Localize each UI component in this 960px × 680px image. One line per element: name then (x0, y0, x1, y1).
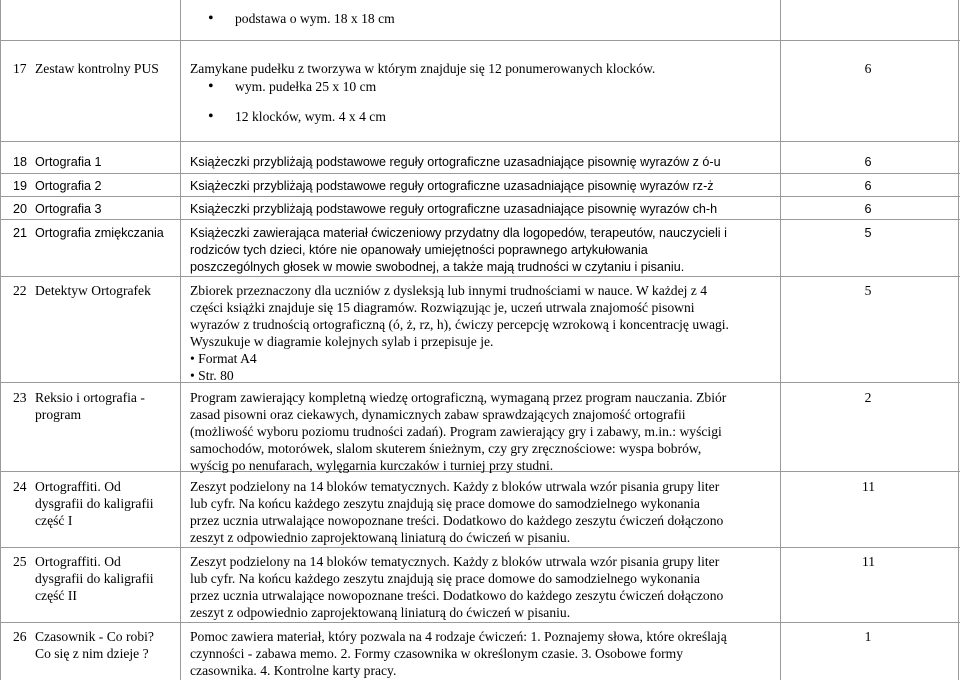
item-description (190, 478, 770, 546)
description-line: części książki znajduje się 15 diagramów. Rozwiązując je, uczeń utrwala znajomość pisowni (190, 300, 695, 315)
item-name (35, 478, 154, 529)
item-description: Książeczki przybliżają podstawowe reguły ortograficzne uzasadniające pisownię wyrazów z ó-u (190, 155, 721, 169)
row-divider (0, 40, 960, 41)
description-line: przez ucznia utrwalające nowopoznane treści. Dodatkowo do każdego zeszytu ćwiczeń dołączono (190, 588, 724, 603)
row-divider (0, 141, 960, 142)
item-name (35, 628, 154, 662)
item-quantity: 6 (864, 202, 872, 216)
table-border-left (0, 0, 1, 680)
name-line: część II (35, 588, 77, 603)
item-name: Detektyw Ortografek (35, 283, 151, 298)
row-divider (0, 196, 960, 197)
name-line: Co się z nim dzieje ? (35, 646, 149, 661)
description-line: zasad pisowni oraz ciekawych, dynamicznych zabaw sprawdzających znajomość ortografii (190, 407, 686, 422)
row-number: 21 (13, 226, 28, 240)
description-line: czynności - zabawa memo. 2. Formy czasownika w określonym czasie. 3. Osobowe formy (190, 646, 684, 661)
description-line: Książeczki zawierająca materiał ćwiczeniowy przydatny dla logopedów, terapeutów, nauczycieli i (190, 226, 727, 240)
row-number: 25 (13, 554, 27, 569)
column-divider-1 (180, 0, 181, 680)
item-quantity: 5 (864, 226, 872, 240)
row-divider (0, 547, 960, 548)
bullet-item: • 12 klocków, wym. 4 x 4 cm (235, 108, 386, 125)
item-name: Ortografia 3 (35, 202, 102, 216)
bullet-item: • wym. pudełka 25 x 10 cm (235, 78, 376, 95)
row-divider (0, 219, 960, 220)
item-description: Książeczki przybliżają podstawowe reguły ortograficzne uzasadniające pisownię wyrazów rz-ż (190, 179, 714, 193)
table-border-right (958, 0, 959, 680)
description-line: samochodów, motorówek, slalom skuterem śnieżnym, czy gry zręcznościowe: wyspa bobrów, (190, 441, 702, 456)
item-description (190, 553, 770, 621)
description-line: rodziców tych dzieci, które nie opanowały umiejętności poprawnego artykułowania (190, 243, 648, 257)
row-number: 26 (13, 629, 27, 644)
row-number: 24 (13, 479, 27, 494)
name-line: program (35, 407, 82, 422)
sub-bullet-text: Format A4 (198, 351, 257, 366)
description-line: Zeszyt podzielony na 14 bloków tematycznych. Każdy z bloków utrwala wzór pisania grupy liter (190, 554, 720, 569)
item-description (190, 628, 770, 679)
description-line: zeszyt z odpowiednio zaprojektowaną liniaturą do ćwiczeń w pisaniu. (190, 605, 571, 620)
item-name (35, 389, 145, 423)
description-line: lub cyfr. Na końcu każdego zeszytu znajdują się prace domowe do samodzielnego wykonania (190, 571, 700, 586)
row-divider (0, 622, 960, 623)
sub-bullet-text: Str. 80 (198, 368, 234, 383)
description-line: przez ucznia utrwalające nowopoznane treści. Dodatkowo do każdego zeszytu ćwiczeń dołączono (190, 513, 724, 528)
description-line: wyrazów z trudnością ortograficzną (ó, ż, rz, h), ćwiczy percepcję wzrokową i koncentrację uwagi. (190, 317, 729, 332)
description-line: wyścig po nenufarach, wylęgarnia kurczaków i turniej przy studni. (190, 458, 554, 473)
item-name: Ortografia zmiękczania (35, 226, 164, 240)
column-divider-2 (780, 0, 781, 680)
row-number: 20 (13, 202, 28, 216)
bullet-item: • podstawa o wym. 18 x 18 cm (235, 10, 395, 27)
item-quantity: 11 (862, 479, 876, 494)
item-quantity: 1 (864, 629, 872, 644)
item-name: Zestaw kontrolny PUS (35, 61, 159, 76)
name-line: Reksio i ortografia - (35, 390, 145, 405)
description-line: Zbiorek przeznaczony dla uczniów z dysleksją lub innymi trudnościami w nauce. W każdej z 4 (190, 283, 708, 298)
item-description: Zamykane pudełku z tworzywa w którym znajduje się 12 ponumerowanych klocków. (190, 61, 656, 76)
name-line: Czasownik - Co robi? (35, 629, 154, 644)
name-line: dysgrafii do kaligrafii (35, 571, 154, 586)
description-line: Program zawierający kompletną wiedzę ortograficzną, wymaganą przez program nauczania. Zbiór (190, 390, 727, 405)
item-name: Ortografia 1 (35, 155, 102, 169)
row-number: 22 (13, 283, 27, 298)
item-description (190, 225, 770, 276)
item-quantity: 6 (864, 179, 872, 193)
sub-bullet (190, 350, 770, 367)
name-line: Ortograffiti. Od (35, 554, 121, 569)
name-line: dysgrafii do kaligrafii (35, 496, 154, 511)
item-description (190, 389, 770, 474)
description-line: Pomoc zawiera materiał, który pozwala na 4 rodzaje ćwiczeń: 1. Poznajemy słowa, które określają (190, 629, 727, 644)
description-line: (możliwość wyboru poziomu trudności zadań). Program zawierający gry i zabawy, m.in.: wyścigi (190, 424, 722, 439)
name-line: Ortograffiti. Od (35, 479, 121, 494)
description-line: Zeszyt podzielony na 14 bloków tematycznych. Każdy z bloków utrwala wzór pisania grupy liter (190, 479, 720, 494)
item-quantity: 11 (862, 554, 876, 569)
item-quantity: 2 (864, 390, 872, 405)
row-number: 19 (13, 179, 28, 193)
description-line: czasownika. 4. Kontrolne karty pracy. (190, 663, 397, 678)
sub-bullet (190, 367, 770, 384)
row-divider (0, 276, 960, 277)
row-number: 18 (13, 155, 28, 169)
name-line: część I (35, 513, 73, 528)
item-description (190, 282, 770, 384)
item-name (35, 553, 154, 604)
description-line: lub cyfr. Na końcu każdego zeszytu znajdują się prace domowe do samodzielnego wykonania (190, 496, 700, 511)
description-line: Wyszukuje w diagramie kolejnych sylab i przepisuje je. (190, 334, 494, 349)
item-quantity: 6 (864, 155, 872, 169)
description-line: zeszyt z odpowiednio zaprojektowaną liniaturą do ćwiczeń w pisaniu. (190, 530, 571, 545)
row-number: 17 (13, 61, 27, 76)
item-description: Książeczki przybliżają podstawowe reguły ortograficzne uzasadniające pisownię wyrazów ch-h (190, 202, 718, 216)
row-divider (0, 173, 960, 174)
item-quantity: 6 (864, 61, 872, 76)
description-line: poszczególnych głosek w mowie swobodnej, a także mają trudności w czytaniu i pisaniu. (190, 260, 685, 274)
item-quantity: 5 (864, 283, 872, 298)
row-number: 23 (13, 390, 27, 405)
item-name: Ortografia 2 (35, 179, 102, 193)
